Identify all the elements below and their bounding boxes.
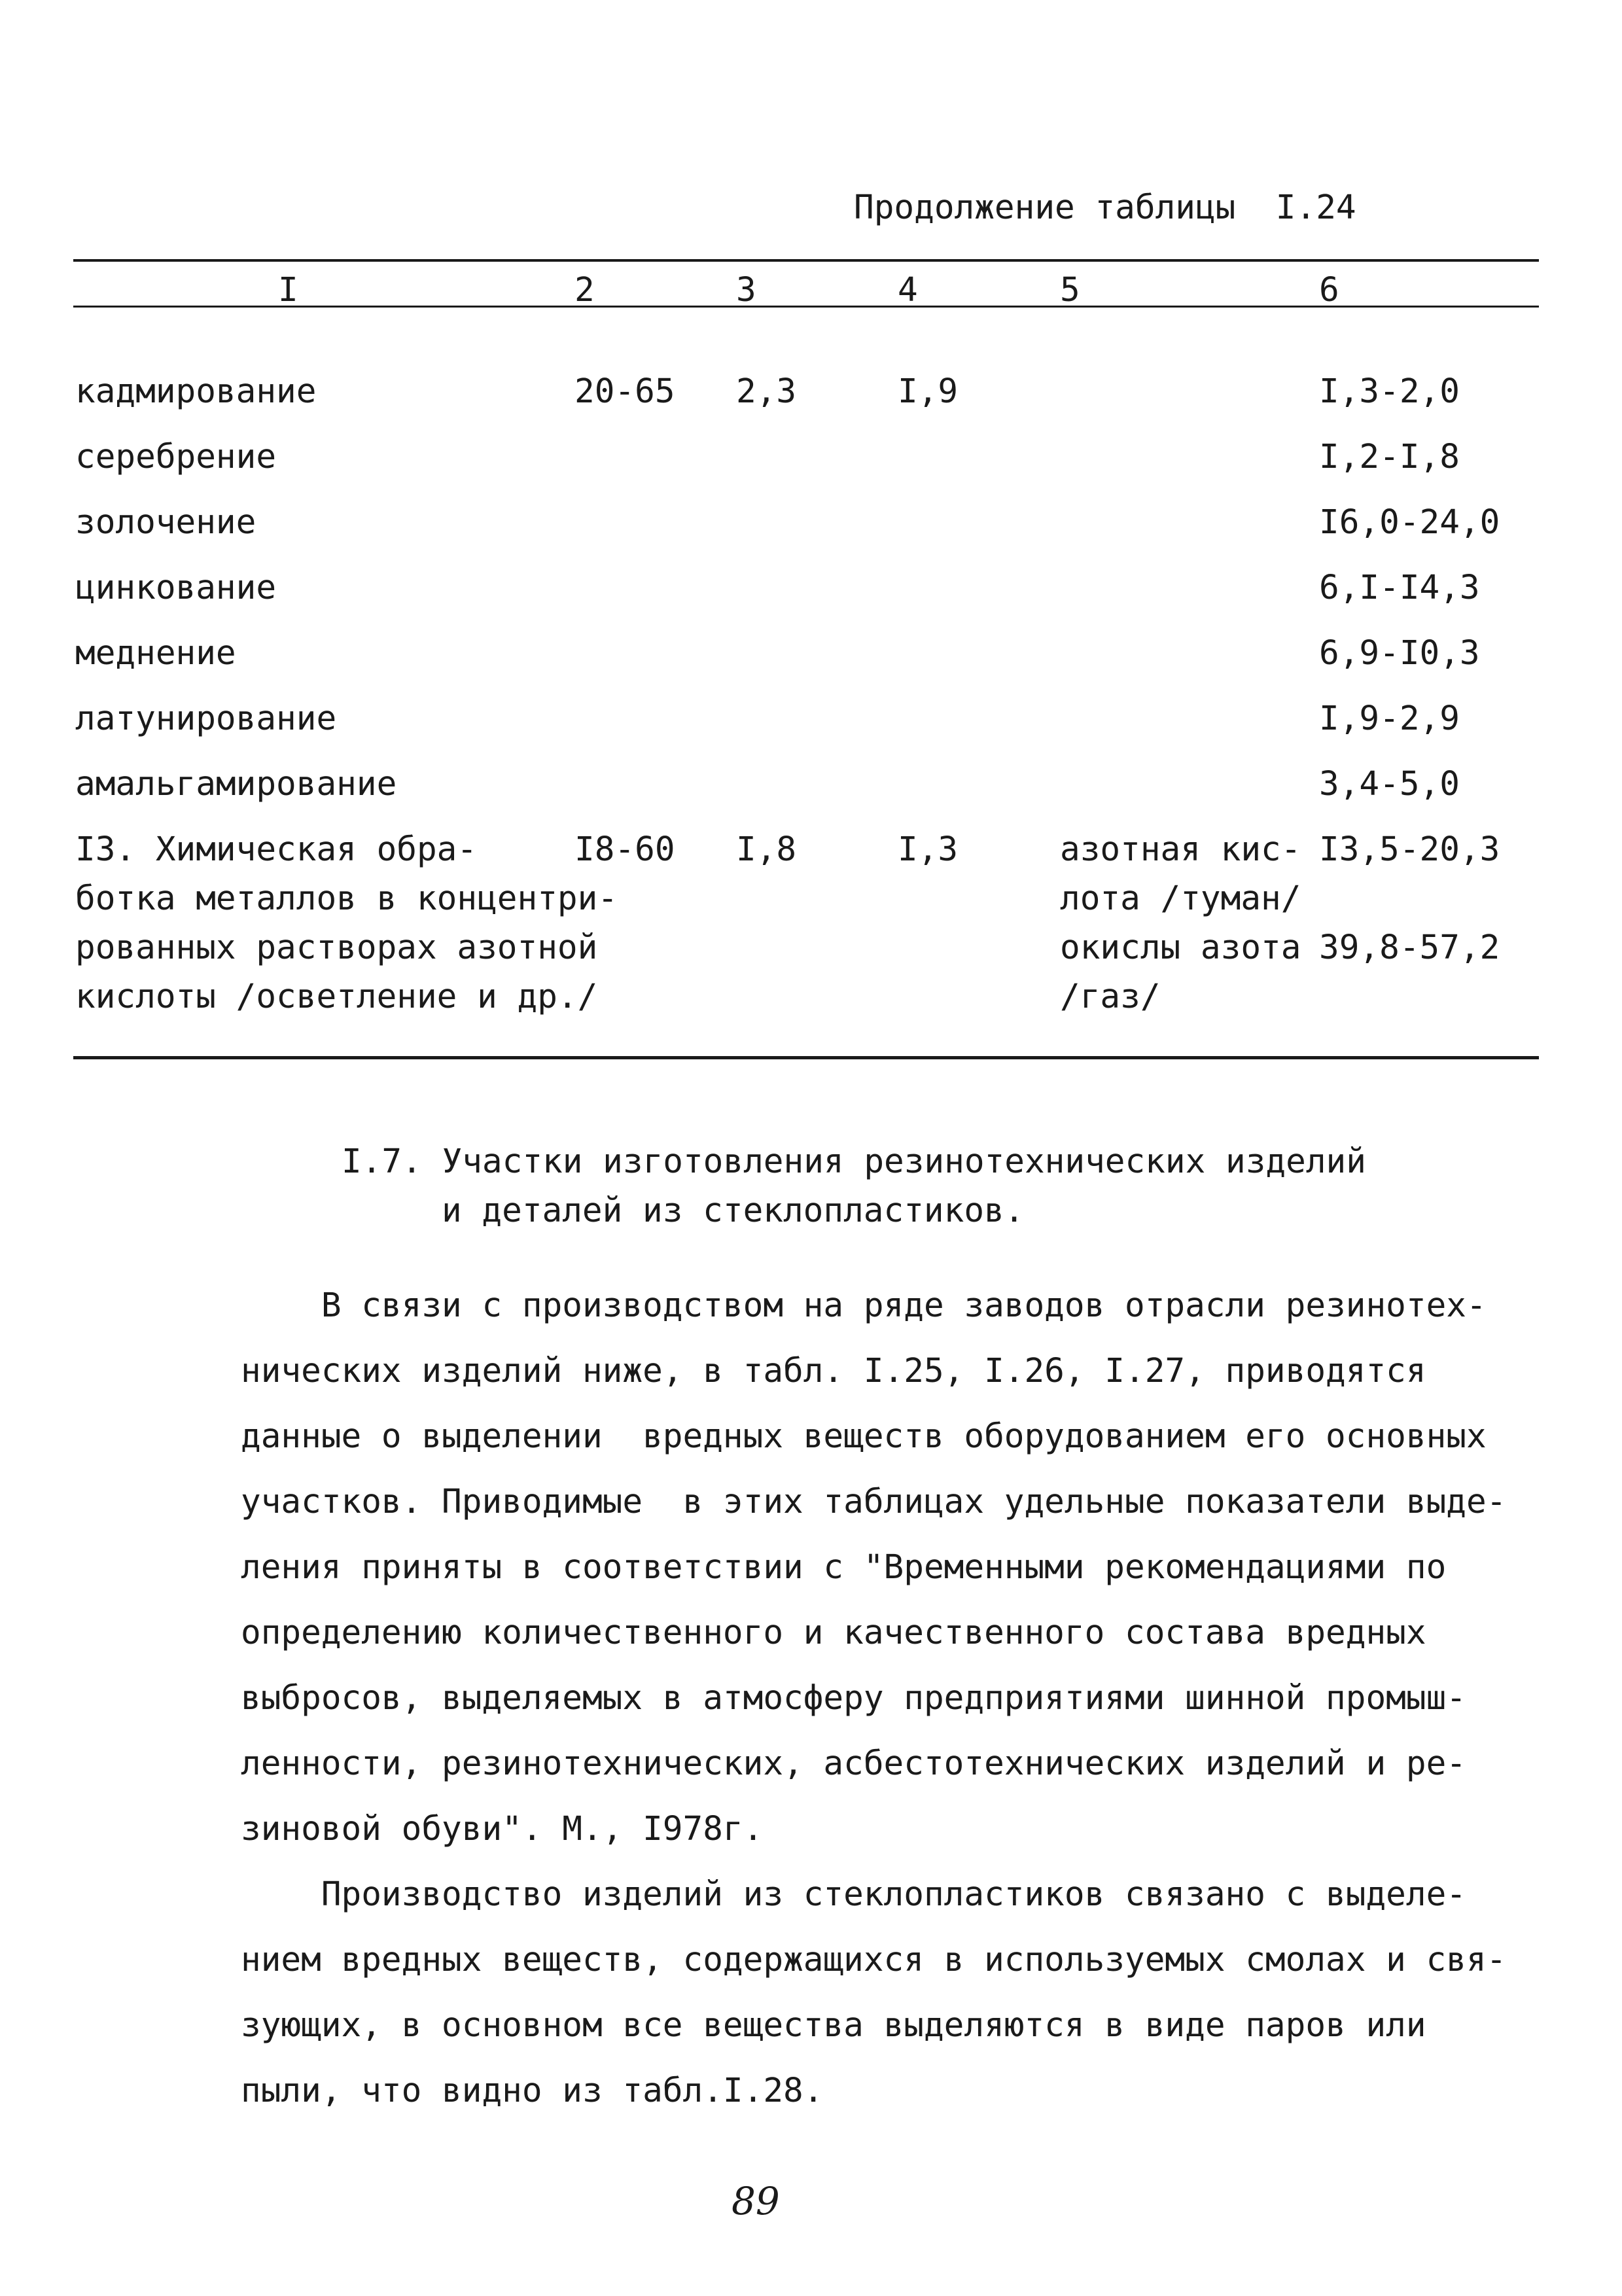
paragraph-line: зующих, в основном все вещества выделяются в виде паров или [241,2006,1426,2045]
column-header-3: 3 [736,271,756,309]
column-header-5: 5 [1060,271,1080,309]
column-header-2: 2 [574,271,595,309]
row-name: серебрение [75,438,277,476]
row13-col3: I,8 [736,830,797,869]
row13-col4: I,3 [898,830,959,869]
column-header-6: 6 [1319,271,1339,309]
row13-col6-line: I3,5-20,3 [1319,830,1500,869]
row-col6: I,2-I,8 [1319,438,1460,476]
table-bottom-rule [73,1056,1539,1059]
paragraph-line: выбросов, выделяемых в атмосферу предприятиями шинной промыш- [241,1679,1466,1718]
row13-name-line: рованных растворах азотной [75,928,598,967]
paragraph-line: пыли, что видно из табл.I.28. [241,2072,824,2110]
paragraph-line: ленности, резинотехнических, асбестотехнических изделий и ре- [241,1744,1466,1783]
row13-name-line: ботка металлов в концентри- [75,879,618,918]
paragraph-line: В связи с производством на ряде заводов отрасли резинотех- [241,1286,1487,1325]
table-top-rule [73,259,1539,262]
page-number: 89 [732,2179,780,2223]
paragraph-line: нием вредных веществ, содержащихся в используемых смолах и свя- [241,1941,1507,1979]
row-col2: 20-65 [574,372,675,411]
row-col6: I6,0-24,0 [1319,503,1500,542]
row-col6: I,9-2,9 [1319,699,1460,738]
row-col6: 6,9-I0,3 [1319,634,1480,673]
paragraph-line: зиновой обуви". М., I978г. [241,1810,764,1848]
row-name: кадмирование [75,372,317,411]
paragraph-line: участков. Приводимые в этих таблицах удельные показатели выде- [241,1483,1507,1521]
section-heading-cont: и деталей из стеклопластиков. [442,1192,1025,1230]
row-name: золочение [75,503,256,542]
row-name: латунирование [75,699,337,738]
row13-col2: I8-60 [574,830,675,869]
table-caption: Продолжение таблицы I.24 [854,188,1356,227]
row13-col5-line: окислы азота [1060,928,1301,967]
paragraph-line: данные о выделении вредных веществ оборудованием его основных [241,1417,1487,1456]
row13-col5-line: азотная кис- [1060,830,1301,869]
row13-col5-line: /газ/ [1060,978,1161,1016]
row13-col5-line: лота /туман/ [1060,879,1301,918]
row13-name-line: I3. Химическая обра- [75,830,478,869]
row-col6: 6,I-I4,3 [1319,569,1480,607]
column-header-1: I [278,271,298,309]
column-header-4: 4 [898,271,918,309]
row-col4: I,9 [898,372,959,411]
row-col6: 3,4-5,0 [1319,765,1460,804]
row-name: цинкование [75,569,277,607]
row-name: амальгамирование [75,765,397,804]
paragraph-line: определению количественного и качественного состава вредных [241,1614,1426,1652]
row-name: меднение [75,634,236,673]
row13-col6-line: 39,8-57,2 [1319,928,1500,967]
paragraph-line: ления приняты в соответствии с "Временными рекомендациями по [241,1548,1447,1587]
paragraph-line: нических изделий ниже, в табл. I.25, I.26, I.27, приводятся [241,1352,1426,1390]
row13-name-line: кислоты /осветление и др./ [75,978,598,1016]
paragraph-line: Производство изделий из стеклопластиков связано с выделе- [241,1875,1466,1914]
section-heading: I.7. Участки изготовления резинотехнических изделий [342,1142,1366,1181]
row-col3: 2,3 [736,372,797,411]
row-col6: I,3-2,0 [1319,372,1460,411]
